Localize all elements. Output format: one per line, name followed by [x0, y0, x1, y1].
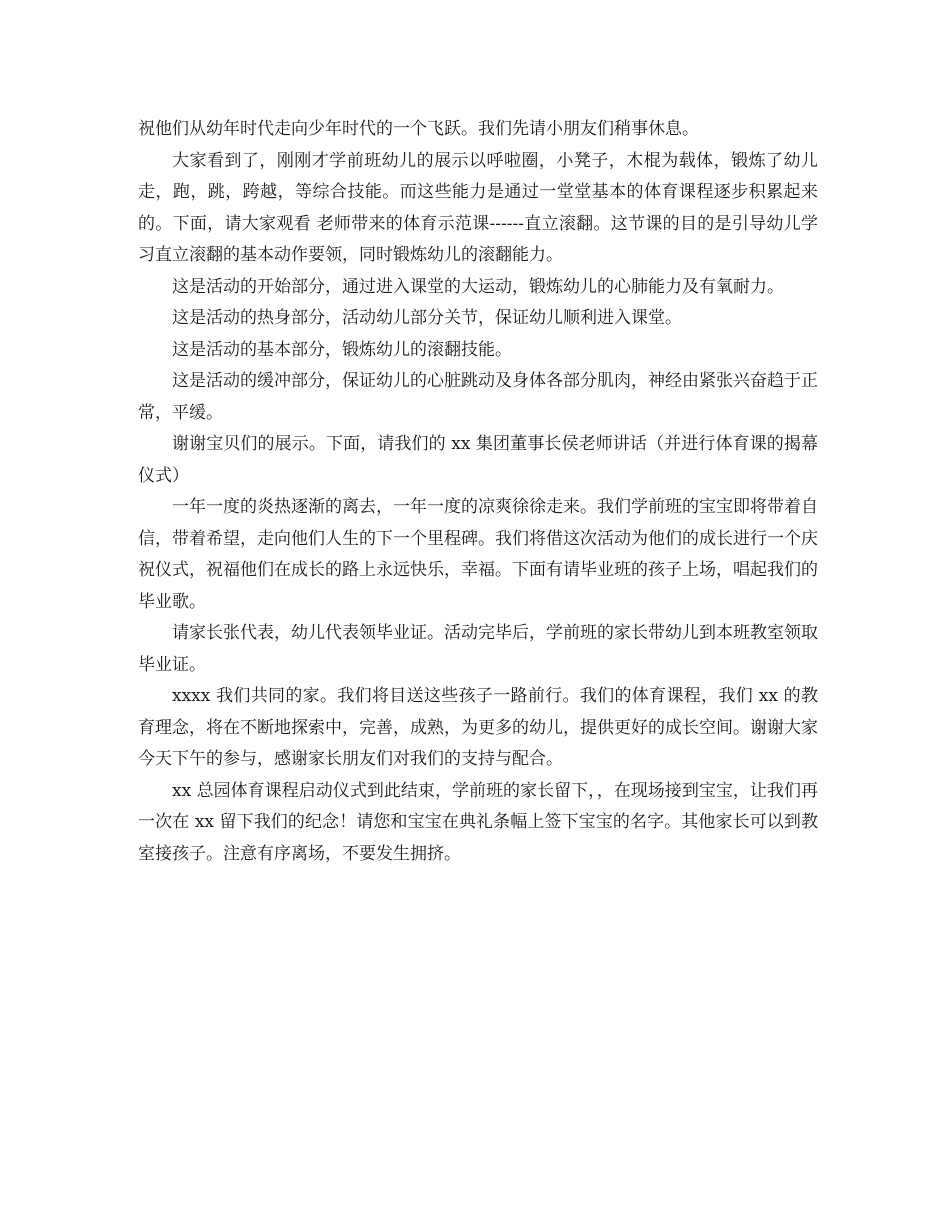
- paragraph-certificates: 请家长张代表，幼儿代表领毕业证。活动完毕后，学前班的家长带幼儿到本班教室领取毕业证。: [138, 623, 818, 675]
- paragraph-thanks: xxxx 我们共同的家。我们将目送这些孩子一路前行。我们的体育课程，我们 xx 的教育理念，将在不断地探索中，完善，成熟，为更多的幼儿，提供更好的成长空间。谢谢大家今天下午的参与，感谢家长朋友们对我们的支持与配合。: [138, 686, 818, 769]
- paragraph-chairman-speech: 谢谢宝贝们的展示。下面，请我们的 xx 集团董事长侯老师讲话（并进行体育课的揭幕仪式）: [138, 434, 818, 486]
- paragraph-start-part: 这是活动的开始部分，通过进入课堂的大运动，锻炼幼儿的心肺能力及有氧耐力。: [172, 276, 784, 297]
- paragraph-cooldown-part: 这是活动的缓冲部分，保证幼儿的心脏跳动及身体各部分肌肉，神经由紧张兴奋趋于正常，平缓。: [138, 371, 818, 423]
- paragraph-continuation: 祝他们从幼年时代走向少年时代的一个飞跃。我们先请小朋友们稍事休息。: [138, 119, 699, 139]
- paragraph-demo-intro: 大家看到了，刚刚才学前班幼儿的展示以呼啦圈，小凳子，木棍为载体，锻炼了幼儿走，跑，跳，跨越，等综合技能。而这些能力是通过一堂堂基本的体育课程逐步积累起来的。下面，请大家观看 老师带来的体育示范课------直立滚翻。这节课的目的是引导幼儿学习直立滚翻的基本动作要领，同时锻炼幼儿的滚翻能力。: [138, 150, 818, 265]
- paragraph-basic-part: 这是活动的基本部分，锻炼幼儿的滚翻技能。: [172, 339, 512, 360]
- paragraph-warmup-part: 这是活动的热身部分，活动幼儿部分关节，保证幼儿顺利进入课堂。: [172, 308, 682, 328]
- document-body: [138, 114, 818, 870]
- paragraph-closing: xx 总园体育课程启动仪式到此结束，学前班的家长留下，，在现场接到宝宝，让我们再一次在 xx 留下我们的纪念！请您和宝宝在典礼条幅上签下宝宝的名字。其他家长可以到教室接孩子。注意有序离场，不要发生拥挤。: [138, 780, 818, 864]
- paragraph-graduation: 一年一度的炎热逐渐的离去，一年一度的凉爽徐徐走来。我们学前班的宝宝即将带着自信，带着希望，走向他们人生的下一个里程碑。我们将借这次活动为他们的成长进行一个庆祝仪式，祝福他们在成长的路上永远快乐，幸福。下面有请毕业班的孩子上场，唱起我们的毕业歌。: [138, 497, 818, 612]
